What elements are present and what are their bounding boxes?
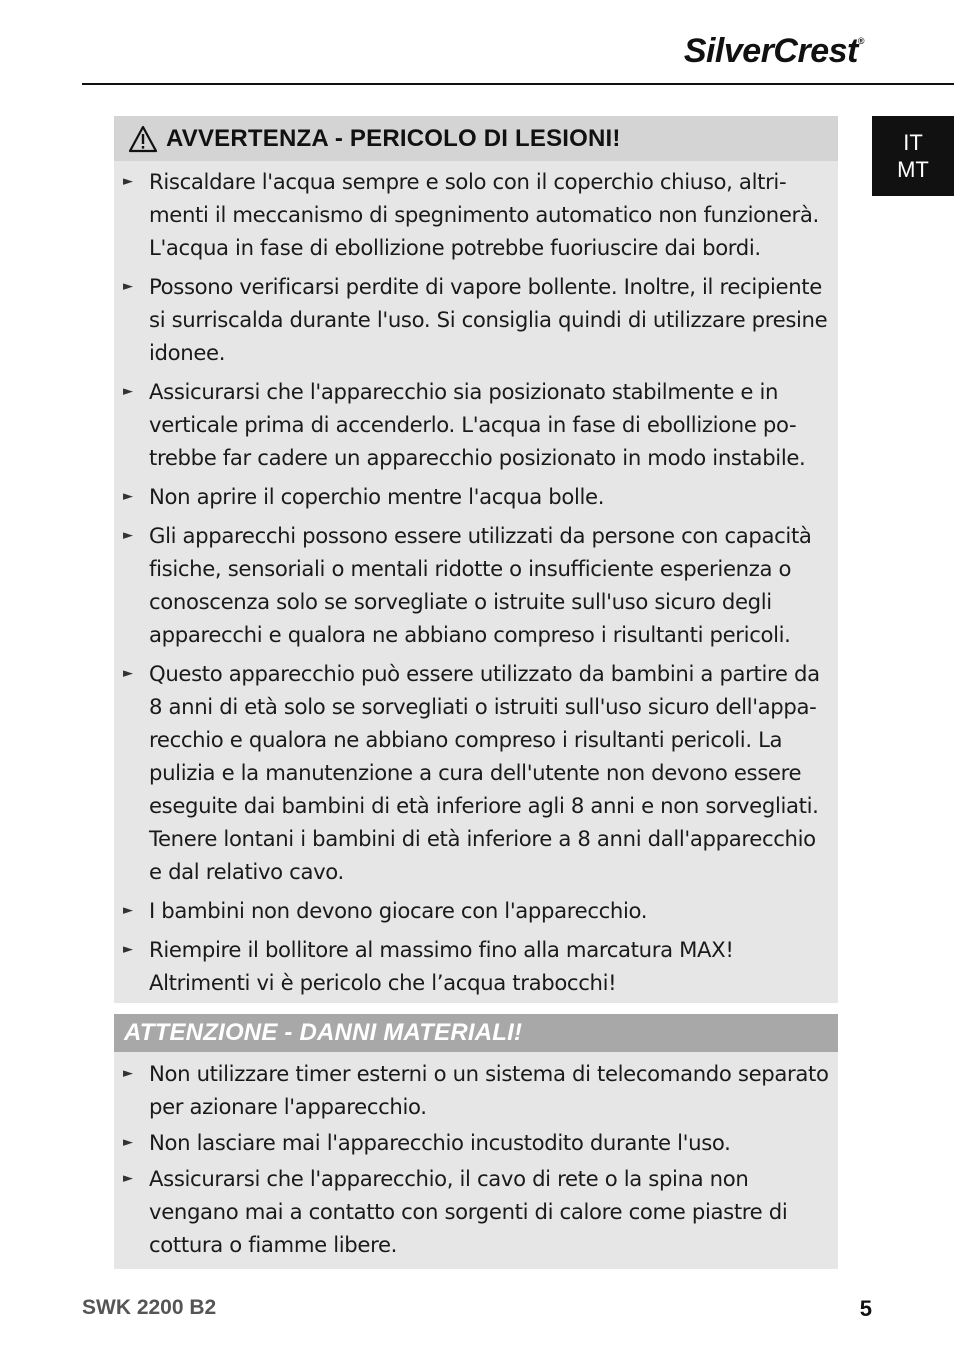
list-item: ► Riempire il bollitore al massimo fino alla marcatura MAX! Altrimenti vi è pericolo che l’acqua trabocchi! — [114, 933, 838, 999]
language-code: MT — [897, 157, 929, 182]
language-tab — [872, 116, 954, 196]
caution-panel — [114, 1014, 838, 1269]
bullet-icon: ► — [123, 279, 133, 294]
list-item: ► Assicurarsi che l'apparecchio sia posizionato stabilmente e in verticale prima di accenderlo. L'acqua in fase di ebollizione po-trebbe far cadere un apparecchio posizionato in modo instabile. — [114, 375, 838, 474]
warning-triangle-icon — [128, 125, 158, 153]
bullet-icon: ► — [123, 1066, 133, 1081]
bullet-icon: ► — [123, 1135, 133, 1150]
language-code: IT — [903, 130, 923, 155]
bullet-icon: ► — [123, 903, 133, 918]
bullet-icon: ► — [123, 942, 133, 957]
header-rule — [82, 83, 954, 85]
list-item: ► Assicurarsi che l'apparecchio, il cavo di rete o la spina non vengano mai a contatto con sorgenti di calore come piastre di cottura o fiamme libere. — [114, 1162, 838, 1261]
warning-header — [114, 116, 838, 161]
caution-list — [114, 1052, 838, 1261]
list-item: ► I bambini non devono giocare con l'apparecchio. — [114, 894, 838, 927]
bullet-icon: ► — [123, 384, 133, 399]
bullet-icon: ► — [123, 174, 133, 189]
list-item: ► Questo apparecchio può essere utilizzato da bambini a partire da 8 anni di età solo se sorvegliati o istruiti sull'uso sicuro dell'appa-recchio e qualora ne abbiano compreso i risultanti pericoli. La pulizia e la manutenzione a cura dell'utente non devono essere eseguite dai bambini di età inferiore agli 8 anni e non sorvegliati. Tenere lontani i bambini di età inferiore a 8 anni dall'apparecchio e dal relativo cavo. — [114, 657, 838, 888]
caution-header — [114, 1014, 838, 1052]
page-number: 5 — [859, 1296, 872, 1321]
list-item: ► Possono verificarsi perdite di vapore bollente. Inoltre, il recipiente si surriscalda durante l'uso. Si consiglia quindi di utilizzare presine idonee. — [114, 270, 838, 369]
list-item: ► Non aprire il coperchio mentre l'acqua bolle. — [114, 480, 838, 513]
brand-logo: SilverCrest® — [683, 32, 864, 70]
warning-title: AVVERTENZA - PERICOLO DI LESIONI! — [166, 124, 621, 152]
list-item: ► Riscaldare l'acqua sempre e solo con il coperchio chiuso, altri-menti il meccanismo di spegnimento automatico non funzionerà. L'acqua in fase di ebollizione potrebbe fuoriuscire dai bordi. — [114, 165, 838, 264]
footer-model: SWK 2200 B2 — [82, 1296, 217, 1319]
bullet-icon: ► — [123, 666, 133, 681]
caution-title: ATTENZIONE - DANNI MATERIALI! — [124, 1019, 523, 1046]
bullet-icon: ► — [123, 528, 133, 543]
bullet-icon: ► — [123, 489, 133, 504]
list-item: ► Non utilizzare timer esterni o un sistema di telecomando separato per azionare l'apparecchio. — [114, 1057, 838, 1123]
warning-panel — [114, 116, 838, 1003]
list-item: ► Gli apparecchi possono essere utilizzati da persone con capacità fisiche, sensoriali o mentali ridotte o insufficiente esperienza o conoscenza solo se sorvegliate o istruite sull'uso sicuro degli apparecchi e qualora ne abbiano compreso i risultanti pericoli. — [114, 519, 838, 651]
bullet-icon: ► — [123, 1171, 133, 1186]
list-item: ► Non lasciare mai l'apparecchio incustodito durante l'uso. — [114, 1126, 838, 1159]
warning-list — [114, 161, 838, 999]
